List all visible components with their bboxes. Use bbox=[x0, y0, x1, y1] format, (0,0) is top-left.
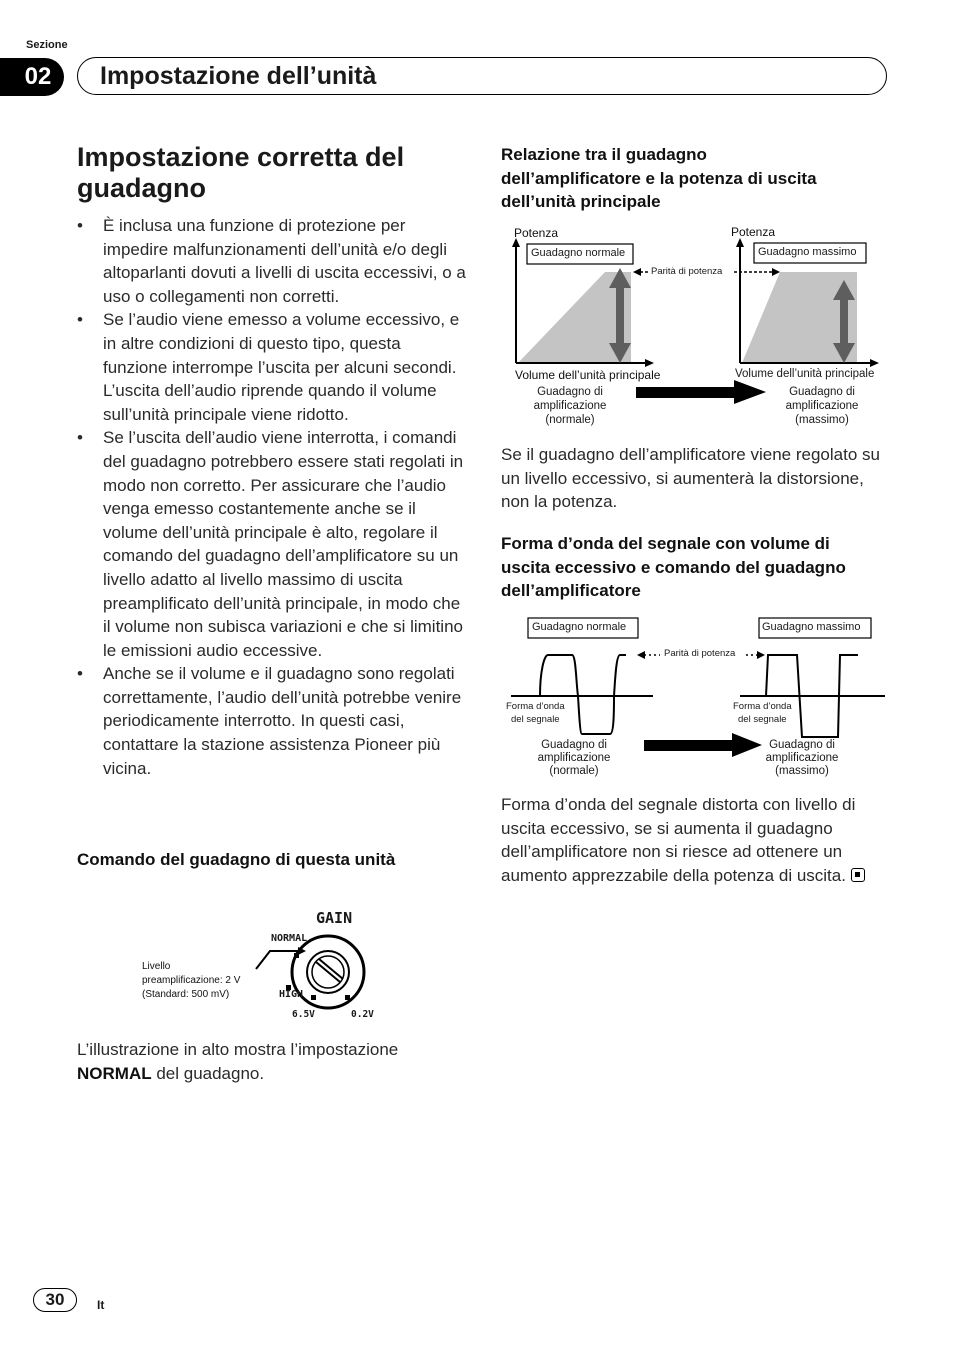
caption-line: (massimo) bbox=[795, 414, 849, 426]
box-max-label: Guadagno massimo bbox=[758, 246, 857, 258]
caption-text: del guadagno. bbox=[151, 1063, 265, 1083]
section-label: Sezione bbox=[26, 39, 68, 51]
caption-line: amplificazione bbox=[533, 400, 607, 412]
language-code: It bbox=[97, 1298, 105, 1312]
parity-label: Parità di potenza bbox=[664, 648, 736, 659]
x-axis-label-right: Volume dell’unità principale bbox=[735, 368, 875, 380]
paragraph-text: Forma d’onda del segnale distorta con livello di uscita eccessivo, se si aumenta il guadagno dell’amplificatore non si riesce ad ottenere un aumento apprezzabile della potenza di uscita. bbox=[501, 795, 856, 885]
gain-high-label: HIGH bbox=[279, 989, 304, 1000]
end-of-section-icon bbox=[851, 868, 865, 882]
caption-normal bbox=[514, 739, 634, 778]
gain-knob-figure bbox=[140, 905, 380, 1025]
caption-line: (normale) bbox=[549, 765, 599, 777]
caption-line: (massimo) bbox=[775, 765, 829, 777]
x-axis-label-left: Volume dell’unità principale bbox=[515, 368, 661, 382]
gain-title: GAIN bbox=[316, 909, 353, 927]
gain-callout bbox=[142, 960, 240, 1002]
bullet-item: • Se l’uscita dell’audio viene interrotta, i comandi del guadagno potrebbero essere stati regolati in modo non corretto. Per assicurare che l’audio venga emesso costantemente anche se il volume dell’unità principale è alto, regolare il comando del guadagno dell’amplificatore su un livello adatto al livello massimo di uscita preamplificato dell’unità principale, in modo che il volume non subisca variazioni e che si limitino le emissioni audio eccessive. bbox=[77, 426, 469, 662]
section-number-badge bbox=[0, 58, 64, 96]
y-axis-label-left: Potenza bbox=[514, 226, 559, 240]
heading-waveform: Forma d’onda del segnale con volume di uscita eccessivo e comando del guadagno dell’amplificatore bbox=[501, 534, 846, 601]
waveform-line: del segnale bbox=[511, 714, 560, 725]
bullet-item: • È inclusa una funzione di protezione per impedire malfunzionamenti dell’unità e/o degli altoparlanti dovuti a livelli di uscita eccessivi, o a uso o collegamenti non corretti. bbox=[77, 214, 469, 308]
caption-line: amplificazione bbox=[785, 400, 859, 412]
callout-line: (Standard: 500 mV) bbox=[142, 989, 230, 1000]
caption-line: amplificazione bbox=[537, 752, 611, 764]
gain-power-diagram bbox=[500, 222, 900, 432]
gain-normal-label: NORMAL bbox=[271, 933, 308, 944]
gain-heading: Comando del guadagno di questa unità bbox=[77, 850, 396, 869]
y-axis-label-right: Potenza bbox=[731, 225, 776, 239]
waveform-label-right bbox=[733, 700, 792, 726]
gain-caption bbox=[77, 1038, 469, 1085]
caption-line: (normale) bbox=[545, 414, 595, 426]
page-number: 30 bbox=[33, 1288, 77, 1312]
caption-text: L’illustrazione in alto mostra l’impostazione bbox=[77, 1040, 399, 1059]
caption-line: amplificazione bbox=[765, 752, 839, 764]
paragraph-distortion: Se il guadagno dell’amplificatore viene regolato su un livello eccessivo, si aumenterà la distorsione, non la potenza. bbox=[501, 445, 880, 512]
parity-label: Parità di potenza bbox=[651, 266, 723, 277]
section-number: 02 bbox=[24, 63, 52, 90]
caption-line: Guadagno di bbox=[769, 739, 835, 751]
page-title: Impostazione corretta del guadagno bbox=[77, 142, 405, 203]
caption-line: Guadagno di bbox=[789, 386, 855, 398]
bullet-list bbox=[77, 214, 469, 780]
bullet-item: • Anche se il volume e il guadagno sono regolati correttamente, l’audio dell’unità potrebbe venire periodicamente interrotto. In questi casi, contattare la stazione assistenza Pioneer più vicina. bbox=[77, 662, 469, 780]
waveform-line: Forma d’onda bbox=[733, 701, 792, 712]
caption-line: Guadagno di bbox=[541, 739, 607, 751]
caption-bold: NORMAL bbox=[77, 1063, 152, 1083]
gain-6-5v-label: 6.5V bbox=[292, 1009, 315, 1020]
box-max-label: Guadagno massimo bbox=[762, 621, 861, 633]
waveform-label-left bbox=[506, 700, 565, 726]
waveform-line: Forma d’onda bbox=[506, 701, 565, 712]
caption-normal bbox=[510, 385, 630, 427]
bullet-list-container bbox=[77, 214, 469, 780]
caption-max bbox=[762, 385, 882, 427]
section-title: Impostazione dell’unità bbox=[100, 62, 377, 90]
callout-line: preamplificazione: 2 V bbox=[142, 975, 241, 986]
box-normal-label: Guadagno normale bbox=[531, 247, 626, 259]
caption-max bbox=[742, 739, 862, 778]
waveform-line: del segnale bbox=[738, 714, 787, 725]
gain-0-2v-label: 0.2V bbox=[351, 1009, 374, 1020]
caption-line: Guadagno di bbox=[537, 386, 603, 398]
callout-line: Livello bbox=[142, 961, 171, 972]
waveform-diagram bbox=[500, 612, 900, 792]
box-normal-label: Guadagno normale bbox=[532, 621, 627, 633]
bullet-item: • Se l’audio viene emesso a volume eccessivo, e in altre condizioni di questo tipo, questa funzione interrompe l’uscita per alcuni secondi. L’uscita dell’audio riprende quando il volume sull’unità principale viene ridotto. bbox=[77, 308, 469, 426]
heading-gain-power: Relazione tra il guadagno dell’amplificatore e la potenza di uscita dell’unità principale bbox=[501, 145, 817, 212]
paragraph-waveform bbox=[501, 793, 893, 887]
